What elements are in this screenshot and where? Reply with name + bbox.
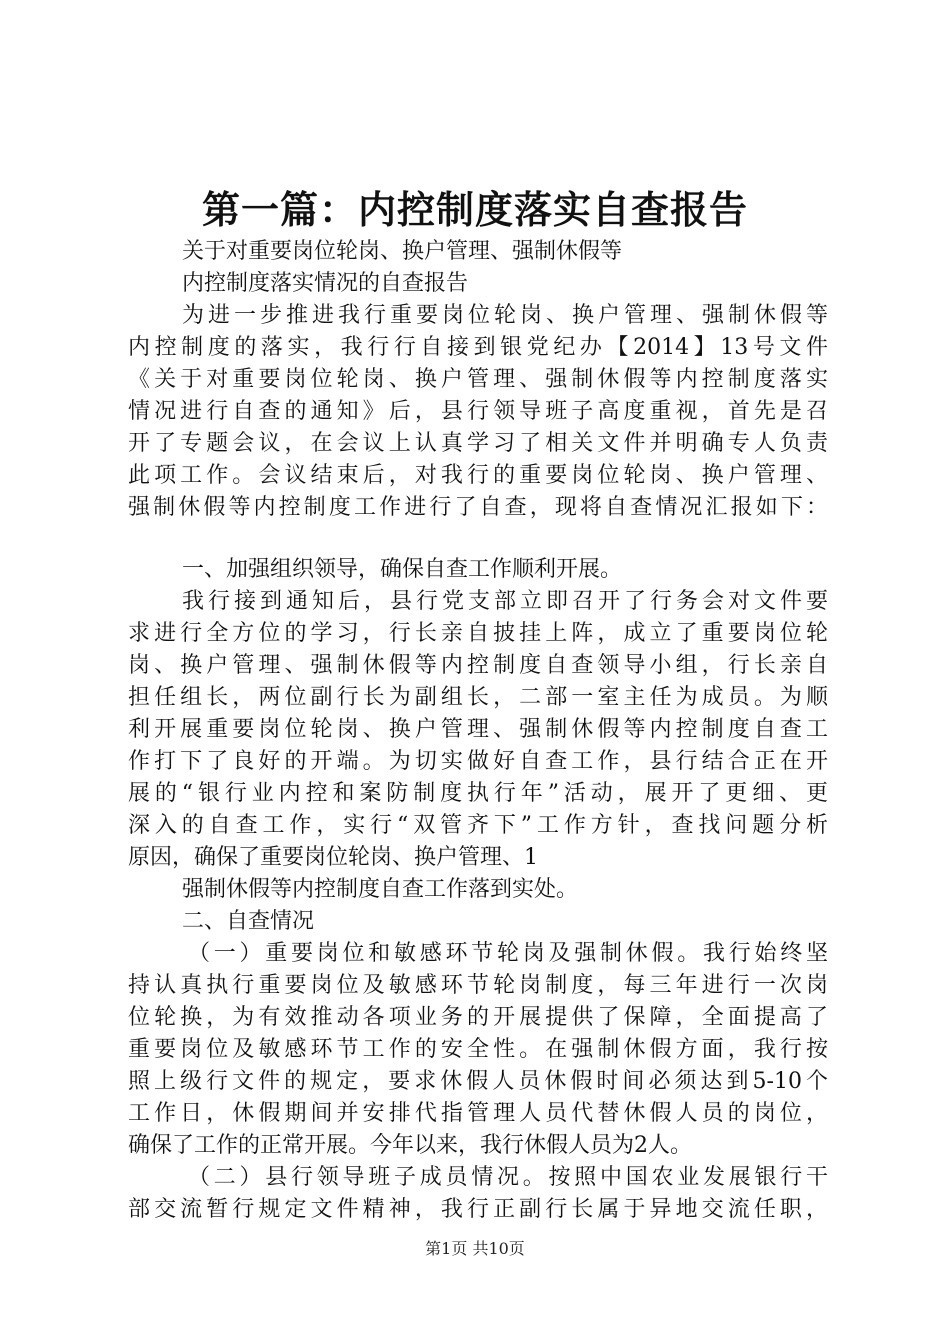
document-title: 第一篇：内控制度落实自查报告	[201, 187, 748, 232]
text-line: 为进一步推进我行重要岗位轮岗、换户管理、强制休假等	[182, 303, 828, 328]
text-line: 强制休假等内控制度工作进行了自查，现将自查情况汇报如下：	[128, 495, 828, 520]
text-line: 《关于对重要岗位轮岗、换户管理、强制休假等内控制度落实	[128, 367, 828, 392]
text-line: 求进行全方位的学习，行长亲自披挂上阵，成立了重要岗位轮	[128, 621, 828, 646]
text-line: 开了专题会议，在会议上认真学习了相关文件并明确专人负责	[128, 431, 828, 456]
text-line: 确保了工作的正常开展。今年以来，我行休假人员为2人。	[128, 1133, 692, 1158]
text-line: 二、自查情况	[182, 909, 315, 934]
page-footer: 第1页 共10页	[425, 1239, 525, 1258]
text-line: 情况进行自查的通知》后，县行领导班子高度重视，首先是召	[128, 399, 828, 424]
text-line: 内控制度的落实，我行行自接到银党纪办【2014】13号文件	[128, 335, 828, 360]
text-line: 工作日，休假期间并安排代指管理人员代替休假人员的岗位，	[128, 1101, 828, 1126]
text-line: 展的“银行业内控和案防制度执行年”活动，展开了更细、更	[128, 781, 828, 806]
text-line: 此项工作。会议结束后，对我行的重要岗位轮岗、换户管理、	[128, 463, 828, 488]
text-line: 原因，确保了重要岗位轮岗、换户管理、1	[128, 845, 538, 870]
text-line: 重要岗位及敏感环节工作的安全性。在强制休假方面，我行按	[128, 1037, 828, 1062]
text-line: 作打下了良好的开端。为切实做好自查工作，县行结合正在开	[128, 749, 828, 774]
text-line: 一、加强组织领导，确保自查工作顺利开展。	[182, 557, 623, 582]
document-body	[128, 236, 828, 1226]
text-line: 利开展重要岗位轮岗、换户管理、强制休假等内控制度自查工	[128, 717, 828, 742]
text-line: 我行接到通知后，县行党支部立即召开了行务会对文件要	[182, 589, 828, 614]
text-line: 关于对重要岗位轮岗、换户管理、强制休假等	[182, 239, 623, 264]
text-line: 担任组长，两位副行长为副组长，二部一室主任为成员。为顺	[128, 685, 828, 710]
text-line: 位轮换，为有效推动各项业务的开展提供了保障，全面提高了	[128, 1005, 828, 1030]
text-line: 深入的自查工作，实行“双管齐下”工作方针，查找问题分析	[128, 813, 828, 838]
text-line: 部交流暂行规定文件精神，我行正副行长属于异地交流任职，	[128, 1197, 828, 1222]
text-line: 强制休假等内控制度自查工作落到实处。	[182, 877, 579, 902]
text-line: 岗、换户管理、强制休假等内控制度自查领导小组，行长亲自	[128, 653, 828, 678]
text-line: 照上级行文件的规定，要求休假人员休假时间必须达到5-10个	[128, 1069, 828, 1094]
text-line: 内控制度落实情况的自查报告	[182, 271, 469, 296]
text-line: （一）重要岗位和敏感环节轮岗及强制休假。我行始终坚	[188, 941, 828, 966]
text-line: （二）县行领导班子成员情况。按照中国农业发展银行干	[188, 1165, 828, 1190]
text-line: 持认真执行重要岗位及敏感环节轮岗制度，每三年进行一次岗	[128, 973, 828, 998]
blank-line	[128, 524, 828, 554]
